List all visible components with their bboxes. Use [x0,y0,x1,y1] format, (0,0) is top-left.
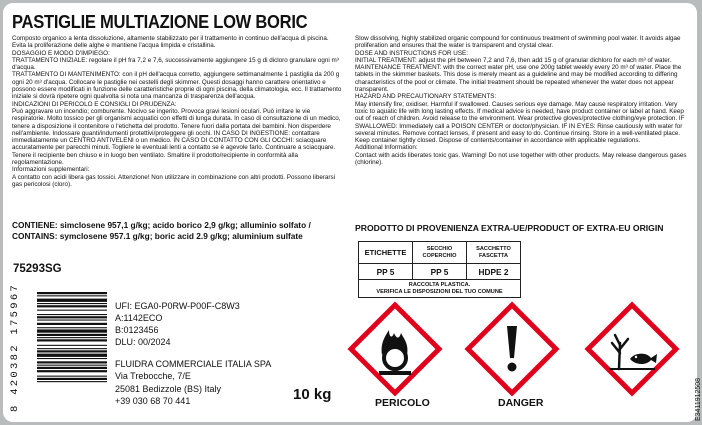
it-supplementary: A contatto con acidi libera gas tossici. Attenzione! Non utilizzare in combinazione con altri prodotti. Possono liberarsi gas pericolosi (cloro). [12,173,336,188]
packaging-header-bucket: SECCHIO COPERCHIO [413,242,467,264]
en-maintenance: MAINTENANCE TREATMENT: with the correct water pH, use one 200g tablet weekly every 20 m³ of water. Place the tablets in the skimmer baskets. This dose is merely meant as a guideline and may be modified according to differing characteristics of the pool or climate. The initial treatment should be repeated whenever the water does not appear transparent. [355,64,682,94]
signal-word-italian: PERICOLO [375,397,430,409]
recycling-note-line1: RACCOLTA PLASTICA. [408,282,471,288]
batch-b: B:0123456 [115,325,159,335]
italian-instructions [12,35,344,188]
it-intro: Composto organico a lenta dissoluzione, altamente stabilizzato per il trattamento in continuo dell'acqua di piscina. Evita la proliferazione delle alghe e mantiene l'acqua limpida e cristallina. [12,35,329,50]
en-intro: Slow dissolving, highly stabilized organic compound for continuous treatment of swimming pool water. It avoids algae proliferation and ensures that the water is transparent and crystal clear. [355,35,681,50]
composition-en: CONTAINS: symclosene 957.1 g/kg; boric acid 2.9 g/kg; aluminium sulfate [12,230,303,241]
en-initial-treatment: INITIAL TREATMENT: adjust the pH between 7,2 and 7,6, then add 15 g of granular dichloro for each m³ of water. [355,56,672,64]
packaging-value-bucket: PP 5 [413,264,467,280]
exclamation-mark-icon [468,305,556,393]
en-hazard-heading: HAZARD AND PRECAUTIONARY STATEMENTS: [355,93,497,101]
barcode-digits: 8 420382 175967 [9,282,21,412]
composition-it: CONTIENE: simclosene 957,1 g/kg; acido borico 2,9 g/kg; alluminio solfato / [12,220,311,230]
net-weight: 10 kg [293,386,332,403]
en-dose-heading: DOSE AND INSTRUCTIONS FOR USE: [355,49,469,57]
batch-a: A:1142ECO [115,313,163,323]
packaging-value-labels: PP 5 [359,264,413,280]
en-additional: Contact with acids liberates toxic gas. Warning! Do not use together with other products. May release dangerous gases (chlorine). [355,151,687,167]
product-title: PASTIGLIE MULTIAZIONE LOW BORIC [12,12,308,32]
ufi-code: UFI: EGA0-P0RW-P00F-C8W3 [115,301,240,311]
vertical-code: E3411912508 [695,377,702,421]
it-maintenance: TRATTAMENTO DI MANTENIMENTO: con il pH dell'acqua corretto, aggiungere settimanalmente 1 pastiglia da 200 g ogni 20 m³ d'acqua. Collocare le pastiglie nei cestelli degli skimmer. Questi dosaggi hanno carattere orientativo e possono essere modificati in funzione delle caratteristiche proprie di ogni piscina, della climatologia, ecc. Il trattamento iniziale si dovrà ripetere ogni qualvolta si nota una mancanza di trasparenza dell'acqua. [12,71,342,101]
packaging-header-bag: SACCHETTO FASCETTA [467,242,521,264]
product-label [3,3,702,422]
packaging-table [358,241,521,298]
flame-over-circle-icon [351,305,439,393]
origin-statement: PRODOTTO DI PROVENIENZA EXTRA-UE/PRODUCT OF EXTRA-EU ORIGIN [355,223,664,233]
barcode [37,292,107,412]
signal-word-english: DANGER [498,397,544,409]
company-street: Via Trebocche, 7/E [115,371,191,382]
environment-hazard-icon [588,305,676,393]
recycling-note-line2: VERIFICA LE DISPOSIZIONI DEL TUO COMUNE [376,288,503,295]
company-block [115,358,271,407]
it-hazard-heading: INDICAZIONI DI PERICOLO E CONSIGLI DI PRUDENZA: [12,100,177,108]
product-code: 75293SG [13,263,62,275]
composition [12,220,346,241]
packaging-value-bag: HDPE 2 [467,264,521,280]
company-phone: +39 030 68 70 441 [115,395,191,406]
packaging-header-labels: ETICHETTE [359,242,413,264]
it-supplementary-heading: Informazioni supplementari: [12,166,90,174]
it-initial-treatment: TRATTAMENTO INIZIALE: regolare il pH fra 7,2 e 7,6, successivamente aggiungere 15 g di dicloro granulare ogni m³ d'acqua. [12,56,339,72]
dlu-date: DLU: 00/2024 [115,337,171,347]
english-instructions [355,35,691,166]
company-name: FLUIDRA COMMERCIALE ITALIA SPA [115,359,272,369]
it-dose-heading: DOSAGGIO E MODO D'IMPIEGO: [12,49,110,57]
company-city: 25081 Bedizzole (BS) Italy [115,383,222,394]
packaging-recycling-note [359,280,521,298]
ufi-block [115,300,240,348]
it-hazard-statements: Può aggravare un incendio; comburente. Nocivo se ingerito. Provoca gravi lesioni oculari. Può irritare le vie respiratorie. Molto tossico per gli organismi acquatici con effetti di lunga durata. In caso di consultazione di un medico, tenere a disposizione il contenitore o l'etichetta del prodotto. Tenere fuori dalla portata dei bambini. Non disperdere nell'ambiente. Indossare guanti/indumenti protettivi/proteggere gli occhi. IN CASO DI INGESTIONE: contattare immediatamente un CENTRO ANTIVELENI o un medico. IN CASO DI CONTATTO CON GLI OCCHI: sciacquare accuratamente per parecchi minuti. Togliere le eventuali lenti a contatto se è agevole farlo. Continuare a sciacquare. Tenere il recipiente ben chiuso e in luogo ben ventilato. Smaltire il prodotto/recipiente in conformità alla regolamentazione. [12,107,341,167]
en-additional-heading: Additional Information: [355,144,418,152]
en-hazard-statements: May intensify fire; oxidiser. Harmful if swallowed. Causes serious eye damage. May cause respiratory irritation. Very toxic to aquatic life with long lasting effects. If medical advice is needed, have product container or label at hand. Keep out of reach of children. Avoid release to the environment. Wear protective gloves/protective clothing/eye protection. IF SWALLOWED: Immediately call a POISON CENTER or doctor/physician. IF IN EYES: Rinse cautiously with water for several minutes. Remove contact lenses, if present and easy to do. Continue rinsing. Store in a well-ventilated place. Keep container tightly closed. Dispose of contents/container in accordance with applicable regulations. [355,100,685,145]
